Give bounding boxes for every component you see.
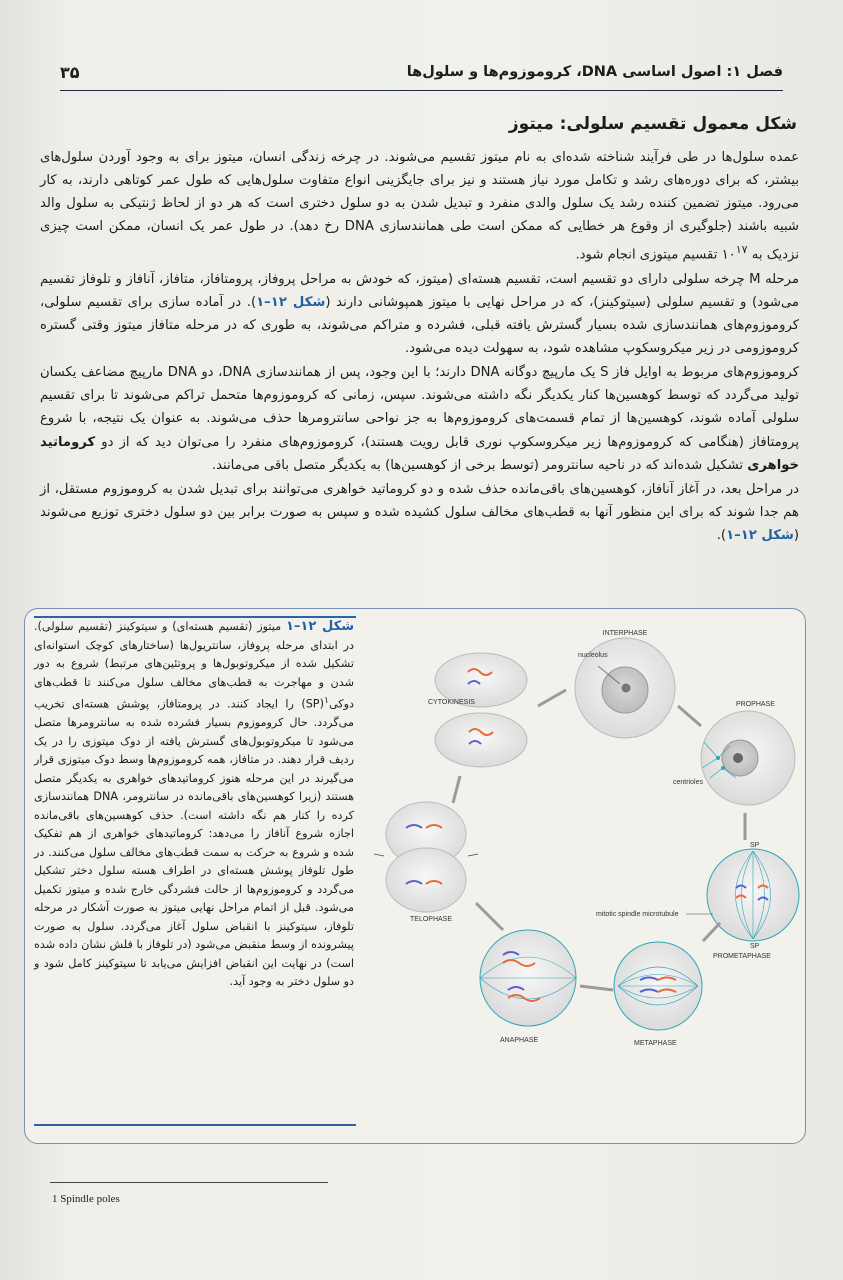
label-sp-top: SP [750, 842, 760, 849]
label-centrioles: centrioles [673, 779, 703, 786]
footnote-rule [50, 1182, 328, 1183]
label-nucleolus: nucleolus [578, 652, 608, 659]
paragraph-3: کروموزوم‌های مربوط به اوایل فاز S یک مارپیچ دوگانه DNA دارند؛ با این وجود، پس از همانندسازی DNA، دو DNA مارپیچ مضاعف یکسان تولید می‌گردد که توسط کوهسین‌ها کنار یکدیگر نگه داشته می‌شوند. سپس، زمانی که کروموزوم‌ها متحمل تراکم می‌شوند تا برای تقسیم سلولی آماده شوند، کوهسین‌ها از تمام قسمت‌های کروموزوم‌ها به جز نواحی سانترومرها حذف می‌شوند. به عنوان یک نتیجه، با شروع پرومتافاز (هنگامی که کروموزوم‌ها زیر میکروسکوپ نوری قابل رویت هستند)، کروموزوم‌های منفرد را می‌توان دید که از دو کروماتید خواهری تشکیل شده‌اند که در ناحیه سانترومر (توسط برخی از کوهسین‌ها) به یکدیگر متصل باقی می‌مانند. [40, 365, 799, 473]
telophase-cell [374, 802, 478, 912]
section-title: شکل معمول تقسیم سلولی: میتوز [508, 114, 797, 134]
running-header [60, 58, 783, 91]
cytokinesis-cells [435, 653, 527, 767]
metaphase-cell [614, 942, 702, 1030]
label-spindle: mitotic spindle microtubule [596, 911, 679, 918]
label-anaphase: ANAPHASE [500, 1037, 539, 1044]
arrow-telophase-to-cytokinesis [453, 776, 460, 803]
label-prophase: PROPHASE [736, 701, 775, 708]
label-metaphase: METAPHASE [634, 1040, 677, 1047]
prometaphase-cell [707, 849, 799, 941]
label-sp-bottom: SP [750, 943, 760, 950]
arrow-prometaphase-to-metaphase [703, 923, 720, 941]
chapter-title: فصل ۱: اصول اساسی DNA، کروموزوم‌ها و سلول‌ها [406, 64, 783, 80]
label-cytokinesis: CYTOKINESIS [428, 699, 475, 706]
footnote: 1 Spindle poles [52, 1193, 120, 1205]
label-interphase: INTERPHASE [602, 630, 648, 637]
page-number: ۳۵ [60, 62, 80, 82]
caption-label: شکل ۱۲–۱ [285, 619, 354, 634]
body-text [40, 146, 799, 548]
arrow-cytokinesis-to-interphase [538, 690, 566, 706]
figure-caption: شکل ۱۲–۱ میتوز (تقسیم هسته‌ای) و سیتوکینز (تقسیم سلولی). در ابتدای مرحله پروفاز، سانتریول‌ها (ساختارهای کوچک استوانه‌ای تشکیل شده از میکروتوبول‌ها و پروتئین‌های مرتبط) شروع به دور شدن و مهاجرت به قطب‌های مخالف سلول می‌کنند تا قطب‌های دوکی$^۱$(SP) را ایجاد کنند. در پرومتافاز، پوشش هسته‌ای تخریب می‌گردد. حال کروموزوم بسیار فشرده شده به سانترومرها متصل می‌شود تا میکروتوبول‌های گسترش یافته از دوک میتوزی را در یک ردیف قرار دهند. در متافاز، همه کروموزوم‌ها وسط دوک میتوزی قرار می‌گیرند در این مرحله هنوز کروماتیدهای خواهری به یکدیگر متصل هستند (زیرا کوهسین‌های باقی‌مانده در سانترومر، DNA همانندسازی کرده را کنار هم نگه داشته است). حذف کوهسین‌های باقی‌مانده اجازه شروع آنافاز را می‌دهد: کروماتیدهای خواهری از هم تفکیک شده و شروع به حرکت به سمت قطب‌های مخالف سلول می‌کنند. در طول تلوفاز پوشش هسته‌ای در اطراف هسته سلول دختر تشکیل می‌گردد و کروموزوم‌ها از حالت فشردگی خارج شده و میتوز تکمیل می‌شود. قبل از اتمام مراحل نهایی میتوز به صورت آشکار در مرحله تلوفاز، سیتوکینز با انقباض سلول آغاز می‌گردد. سلول به صورت پیشرونده از وسط منقبض می‌شود (در تلوفاز با فلش نشان داده شده است) در نهایت این انقباض افزایش می‌یابد تا سیتوکینز کامل شود و دو سلول دختر به وجود آید. [34, 619, 354, 989]
figure-ref-link[interactable]: شکل ۱۲–۱ [726, 527, 794, 543]
paragraph-2: مرحله M چرخه سلولی دارای دو تقسیم است، تقسیم هسته‌ای (میتوز، که خودش به مراحل پروفاز، پرومتافاز، متافاز، آنافاز و تلوفاز تقسیم می‌شود) و تقسیم سلولی (سیتوکینز)، که در مراحل نهایی با میتوز همپوشانی دارند (شکل ۱۲–۱). در آماده سازی برای تقسیم سلولی، کروموزوم‌های همانندسازی شده بسیار گسترش یافته قبلی، فشرده و متراکم می‌شوند، به طوری که در مرحله متافاز میتوز وقتی گستره کروموزومی در زیر میکروسکوپ مشاهده شود، به سهولت دیده می‌شود. [40, 271, 800, 357]
arrow-anaphase-to-telophase [476, 903, 503, 930]
arrow-metaphase-to-anaphase [580, 986, 613, 990]
label-telophase: TELOPHASE [410, 916, 453, 923]
anaphase-cell [480, 930, 576, 1026]
caption-bottom-rule [34, 1124, 356, 1126]
arrow-interphase-to-prophase [678, 706, 701, 726]
figure-ref-link[interactable]: شکل ۱۲–۱ [256, 294, 326, 310]
paragraph-4: در مراحل بعد، در آغاز آنافاز، کوهسین‌های باقی‌مانده حذف شده و دو کروماتید خواهری می‌توانند برای تبدیل شدن به کروموزوم مستقل، از هم جدا شوند که برای این منظور آنها به قطب‌های مخالف سلول کشیده شده و سپس به صورت برابر بین دو سلول دختری توزیع می‌شوند (شکل ۱۲–۱). [40, 481, 799, 543]
prophase-cell [701, 711, 795, 805]
paragraph-1: عمده سلول‌ها در طی فرآیند شناخته شده‌ای به نام میتوز تقسیم می‌شوند. در چرخه زندگی انسان، میتوز برای به وجود آوردن سلول‌های بیشتر، که برای دوره‌های رشد و تکامل مورد نیاز هستند و نیز برای جایگزینی انواع متفاوت سلول‌هایی که طول عمر کوتاهی دارند، به کار می‌رود. میتوز تضمین کننده رشد یک سلول والدی منفرد و تبدیل شدن به دو سلول دختری است که هر دو از لحاظ ژنتیکی به سلول والد شبیه باشند (جلوگیری از وقوع هر خطایی که ممکن است طی همانندسازی DNA رخ دهد). در طول عمر یک انسان، ممکن است چیزی نزدیک به $۱۰^{۱۷}$ تقسیم میتوزی انجام شود. [40, 150, 799, 263]
mitosis-cycle-diagram [368, 618, 800, 1058]
label-prometaphase: PROMETAPHASE [713, 953, 771, 960]
term-sister-chromatid: کروماتید خواهری [40, 434, 799, 473]
